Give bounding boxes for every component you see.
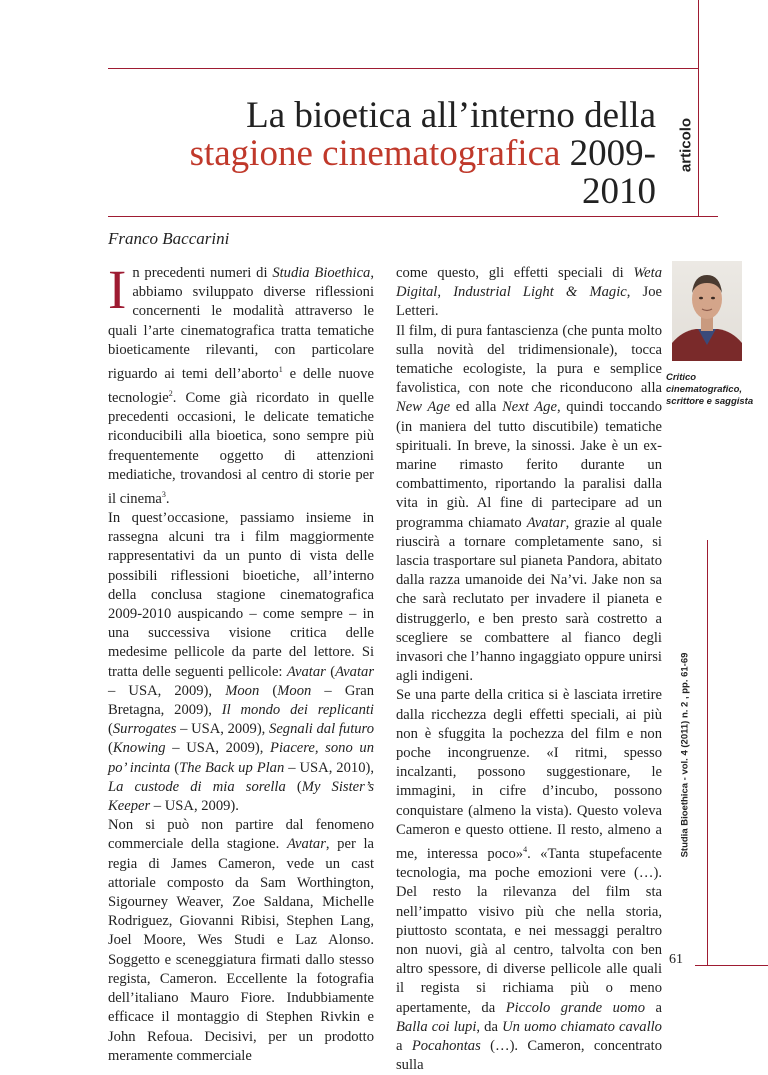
article-column-left: [108, 259, 375, 1066]
paragraph: In precedenti numeri di Studia Bioethica, abbiamo sviluppato diverse riflessioni concernenti le modalità attraverso le quali l’arte cinematografica tratta tematiche bioeticamente rilevanti, con particolare riguardo ai temi dell’aborto$^1$ e delle nuove tecnologie$^2$. Come già ricordato in quelle precedenti occasioni, le delicate tematiche riconducibili alla bioetica, sono sempre più frequentemente oggetto di attenzioni mediatiche, trovandosi al centro di storie per il cinema$^3$.: [108, 259, 374, 507]
section-label: articolo: [677, 117, 695, 173]
title-text: La bioetica all’interno della stagione cinematografica 2009-2010: [189, 95, 656, 212]
side-rule: [707, 540, 708, 965]
paragraph: Il film, di pura fantascienza (che punta molto sulla novità del tridimensionale), tocca tematiche ecologiste, la pura e semplice favolistica, con note che riconducono alla New Age ed alla Next Age, quindi toccando (in maniera del tutto discutibile) tematiche spirituali. In breve, la sinossi. Jake è un ex-marine rimasto ferito durante un combattimento, riportando la paralisi dalla vita in giù. Al fine di partecipare ad un programma chiamato Avatar, grazie al quale riuscirà a tornare completamente sano, si lascia trasportare sul pianeta Pandora, abitato dalla razza umanoide dei Na’vi. Jake non sa che sarà reclutato per invadere il pianeta e distruggerlo, e ben presto sarà costretto a scegliere se combattere al fianco degli invasori che l’hanno ingaggiato oppure unirsi agli indigeni.: [396, 322, 662, 685]
paragraph: Se una parte della critica si è lasciata irretire dalla ricchezza degli effetti speciali, ai più non è sfuggita la pochezza del film e non poche incongruenze. «I ritmi, spesso incalzanti, possono suggestionare, le immagini, in cifre d’incubo, possono conquistare (almeno la vista). Questo voleva Cameron e questo ottiene. Il resto, almeno a me, interessa poco»$^4$. «Tanta stupefacente tecnologia, ma poche emozioni vere (…). Del resto la rilevanza del film sta nell’impatto visivo più che nella storia, piuttosto scontata, e nei messaggi peraltro non nuovi, già al centro, talvolta con ben altro spessore, di diverse pellicole alle quali il regista si richiama più o meno apertamente, da Piccolo grande uomo a Balla coi lupi, da Un uomo chiamato cavallo a Pocahontas (…). Cameron, concentrato sulla: [396, 687, 662, 1074]
paragraph: In quest’occasione, passiamo insieme in rassegna alcuni tra i film maggiormente rappresentativi da un punto di vista delle possibili riflessioni bioetiche, all’interno della conclusa stagione cinematografica 2009-2010 auspicando – come sempre – in una successiva visione critica delle medesime pellicole da parte del lettore. Si tratta delle seguenti pellicole: Avatar (Avatar – USA, 2009), Moon (Moon – Gran Bretagna, 2009), Il mondo dei replicanti (Surrogates – USA, 2009), Segnali dal futuro (Knowing – USA, 2009), Piacere, sono un po’ incinta (The Back up Plan – USA, 2010), La custode di mia sorella (My Sister’s Keeper – USA, 2009).: [108, 510, 375, 815]
paragraph: come questo, gli effetti speciali di Weta Digital, Industrial Light & Magic, Joe Letteri.: [396, 265, 663, 320]
page-number-rule: [695, 965, 768, 966]
page-number: 61: [669, 952, 683, 967]
author-caption: Critico cinematografico, scrittore e saggista: [666, 372, 754, 407]
journal-reference: Studia Bioethica - vol. 4 (2011) n. 2 , pp. 61-69: [679, 652, 691, 858]
paragraph: Non si può non partire dal fenomeno commerciale della stagione. Avatar, per la regia di James Cameron, vede un cast attoriale composto da Sam Worthington, Sigourney Weaver, Zoe Saldana, Michelle Rodriguez, Giovanni Ribisi, Stephen Lang, Joel Moore, Wes Studi e Laz Alonso. Soggetto e sceneggiatura firmati dallo stesso regista, Cameron. Eccellente la fotografia dell’italiano Mauro Fiore. Indubbiamente efficace il montaggio di Stephen Rivkin e John Refoua. Decisivi, per un prodotto meramente commerciale: [108, 817, 374, 1064]
top-rule: [108, 68, 698, 69]
author-portrait-icon: [672, 261, 742, 361]
title-rule: [108, 216, 718, 217]
article-title: [136, 97, 656, 211]
article-column-right: [396, 264, 662, 1075]
drop-cap: I: [108, 259, 127, 320]
author-photo: [672, 261, 742, 361]
author-name: Franco Baccarini: [108, 229, 230, 248]
